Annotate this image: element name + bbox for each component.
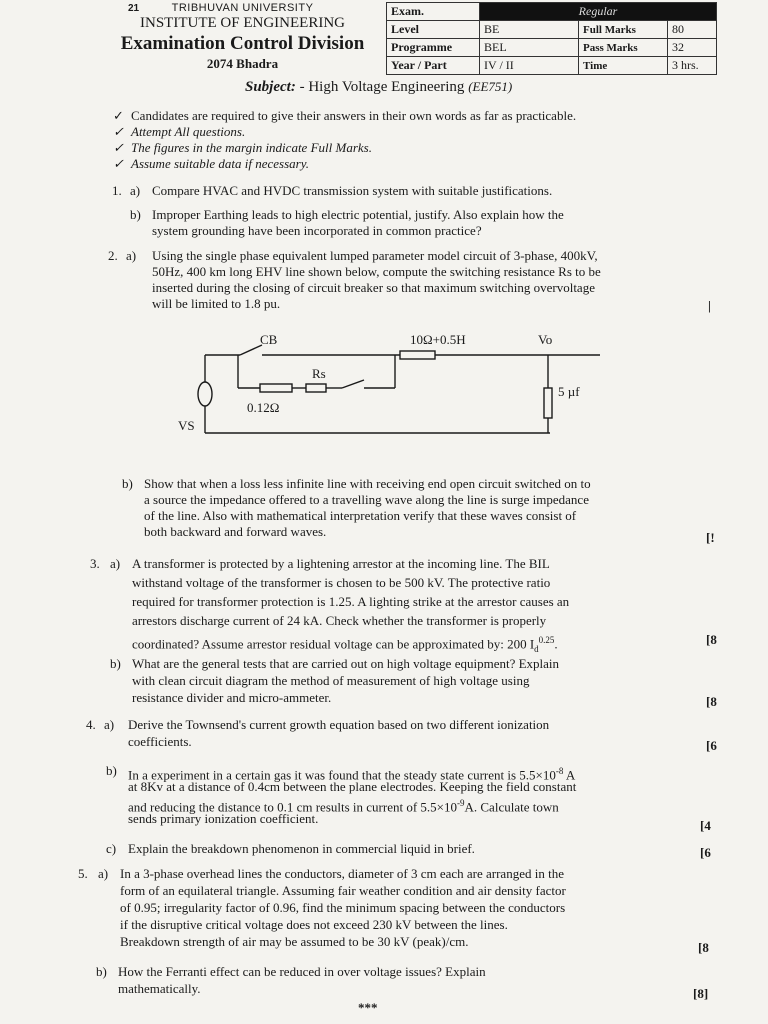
question-text: In a 3-phase overhead lines the conductors, diameter of 3 cm each are arranged in the: [120, 866, 564, 881]
check-icon: ✓: [113, 124, 124, 139]
question-text: In a experiment in a certain gas it was found that the steady state current is $5.5\times 10^{-8}$ A: [128, 766, 576, 783]
end-marker: ***: [358, 1000, 378, 1015]
marks-5b: [8]: [693, 986, 709, 1001]
marks-3a: [8: [706, 632, 717, 647]
question-text: Using the single phase equivalent lumped parameter model circuit of 3-phase, 400kV,: [152, 248, 598, 263]
part-label: b): [96, 964, 107, 979]
exam-type: Regular: [480, 3, 717, 21]
resistor-012: [260, 384, 292, 392]
question-number: 5.: [78, 866, 88, 881]
subject-name: - High Voltage Engineering: [299, 79, 465, 95]
level-label: Level: [387, 21, 480, 39]
question-text: Explain the breakdown phenomenon in commercial liquid in brief.: [128, 841, 475, 856]
part-label: c): [106, 841, 117, 856]
table-row: [387, 21, 717, 39]
question-text: A transformer is protected by a lightening arrestor at the incoming line. The BIL: [132, 556, 550, 571]
question-text: both backward and forward waves.: [144, 524, 327, 539]
subject-code: (EE751): [468, 79, 513, 94]
marks-5a: [8: [698, 940, 709, 955]
exam-info-table: [386, 2, 717, 75]
table-row: [387, 57, 717, 75]
vs-label: VS: [178, 418, 195, 433]
resistor-rs: [306, 384, 326, 392]
instruction-item: ✓ Attempt All questions.: [113, 124, 246, 139]
question-text: Show that when a loss less infinite line with receiving end open circuit switched on to: [144, 476, 591, 491]
marks-2b: [!: [706, 530, 715, 545]
question-text: required for transformer protection is 1.25. A lighting strike at the arrestor causes an: [132, 594, 570, 609]
programme-value: BEL: [480, 39, 579, 57]
exam-row: [387, 3, 717, 21]
part-label: b): [110, 656, 121, 671]
question-text: Breakdown strength of air may be assumed to be 30 kV (peak)/cm.: [120, 934, 469, 949]
question-text: if the disruptive critical voltage does not exceed 230 kV between the lines.: [120, 917, 508, 932]
question-text: mathematically.: [118, 981, 201, 996]
cb-switch: [240, 345, 262, 355]
question-text: and reducing the distance to 0.1 cm results in current of $5.5\times 10^{-9}A$. Calculate town: [128, 798, 559, 815]
question-text: of 0.95; irregularity factor of 0.96, find the minimum spacing between the conductors: [120, 900, 566, 915]
question-text: will be limited to 1.8 pu.: [152, 296, 281, 311]
question-text: Derive the Townsend's current growth equation based on two different ionization: [128, 717, 550, 732]
header-number: 21: [128, 3, 140, 14]
question-text: How the Ferranti effect can be reduced in over voltage issues? Explain: [118, 964, 486, 979]
impedance-label: 10Ω+0.5H: [410, 332, 466, 347]
marks-4b: [4: [700, 818, 711, 833]
cb-label: CB: [260, 332, 278, 347]
full-marks-value: 80: [668, 21, 717, 39]
part-label: a): [104, 717, 115, 732]
header-block: [100, 2, 385, 72]
subject-label: Subject:: [245, 79, 296, 95]
question-number: 1.: [112, 183, 122, 198]
impedance-resistor: [400, 351, 435, 359]
question-number: 4.: [86, 717, 96, 732]
question-text: at 8Kv at a distance of 0.4cm between the plane electrodes. Keeping the field constant: [128, 779, 577, 794]
table-row: [387, 39, 717, 57]
question-text: Improper Earthing leads to high electric potential, justify. Also explain how the: [152, 207, 564, 222]
question-text: coordinated? Assume arrestor residual voltage can be approximated by: 200 $I_d^{0.25}$.: [132, 635, 558, 654]
institute-name: INSTITUTE OF ENGINEERING: [140, 15, 345, 31]
level-value: BE: [480, 21, 579, 39]
subject-line: [245, 79, 512, 96]
question-text: sends primary ionization coefficient.: [128, 811, 319, 826]
vo-label: Vo: [538, 332, 553, 347]
question-text: form of an equilateral triangle. Assuming fair weather condition and air density factor: [120, 883, 566, 898]
instruction-item: ✓ Candidates are required to give their answers in their own words as far as practicable.: [113, 108, 577, 123]
division-name: Examination Control Division: [120, 33, 365, 54]
question-text: resistance divider and micro-ammeter.: [132, 690, 332, 705]
year-part-label: Year / Part: [387, 57, 480, 75]
time-label: Time: [579, 57, 668, 75]
question-text: system grounding have been incorporated in common practice?: [152, 223, 482, 238]
question-text: withstand voltage of the transformer is chosen to be 500 kV. The protective ratio: [132, 575, 551, 590]
programme-label: Programme: [387, 39, 480, 57]
time-value: 3 hrs.: [668, 57, 717, 75]
check-icon: ✓: [113, 140, 124, 155]
instruction-item: ✓ The figures in the margin indicate Full Marks.: [113, 140, 372, 155]
marks-4c: [6: [700, 845, 711, 860]
question-number: 2.: [108, 248, 118, 263]
check-icon: ✓: [113, 108, 124, 123]
question-text: What are the general tests that are carried out on high voltage equipment? Explain: [132, 656, 560, 671]
part-label: a): [98, 866, 109, 881]
part-label: b): [122, 476, 133, 491]
full-marks-label: Full Marks: [579, 21, 668, 39]
instructions-list: [113, 108, 576, 172]
part-label: a): [130, 183, 141, 198]
pass-marks-label: Pass Marks: [579, 39, 668, 57]
part-label: b): [106, 763, 117, 778]
part-label: a): [110, 556, 121, 571]
question-text: inserted during the closing of circuit breaker so that maximum switching overvoltage: [152, 280, 595, 295]
part-label: a): [126, 248, 137, 263]
pass-marks-value: 32: [668, 39, 717, 57]
question-text: with clean circuit diagram the method of measurement of high voltage using: [132, 673, 530, 688]
marks-4a: [6: [706, 738, 717, 753]
capacitor-label: 5 µf: [558, 384, 580, 399]
rs-label: Rs: [312, 366, 326, 381]
marks-2a: |: [708, 298, 711, 313]
marks-3b: [8: [706, 694, 717, 709]
question-text: coefficients.: [128, 734, 192, 749]
question-number: 3.: [90, 556, 100, 571]
year-part-value: IV / II: [480, 57, 579, 75]
resistor-012-label: 0.12Ω: [247, 400, 280, 415]
question-text: a source the impedance offered to a travelling wave along the line is surge impedance: [144, 492, 589, 507]
question-text: of the line. Also with mathematical interpretation verify that these waves consist of: [144, 508, 577, 523]
part-label: b): [130, 207, 141, 222]
university-name: TRIBHUVAN UNIVERSITY: [171, 2, 314, 14]
question-text: arrestors discharge current of 24 kA. Check whether the transformer is properly: [132, 613, 547, 628]
instruction-item: ✓ Assume suitable data if necessary.: [113, 156, 310, 171]
rs-switch: [342, 380, 364, 388]
question-text: Compare HVAC and HVDC transmission system with suitable justifications.: [152, 183, 553, 198]
question-text: 50Hz, 400 km long EHV line shown below, compute the switching resistance Rs to be: [152, 264, 601, 279]
check-icon: ✓: [113, 156, 124, 171]
session-date: 2074 Bhadra: [206, 56, 279, 71]
source-symbol: [198, 382, 212, 406]
capacitor: [544, 388, 552, 418]
circuit-diagram: [170, 328, 610, 454]
exam-label: Exam.: [387, 3, 480, 21]
